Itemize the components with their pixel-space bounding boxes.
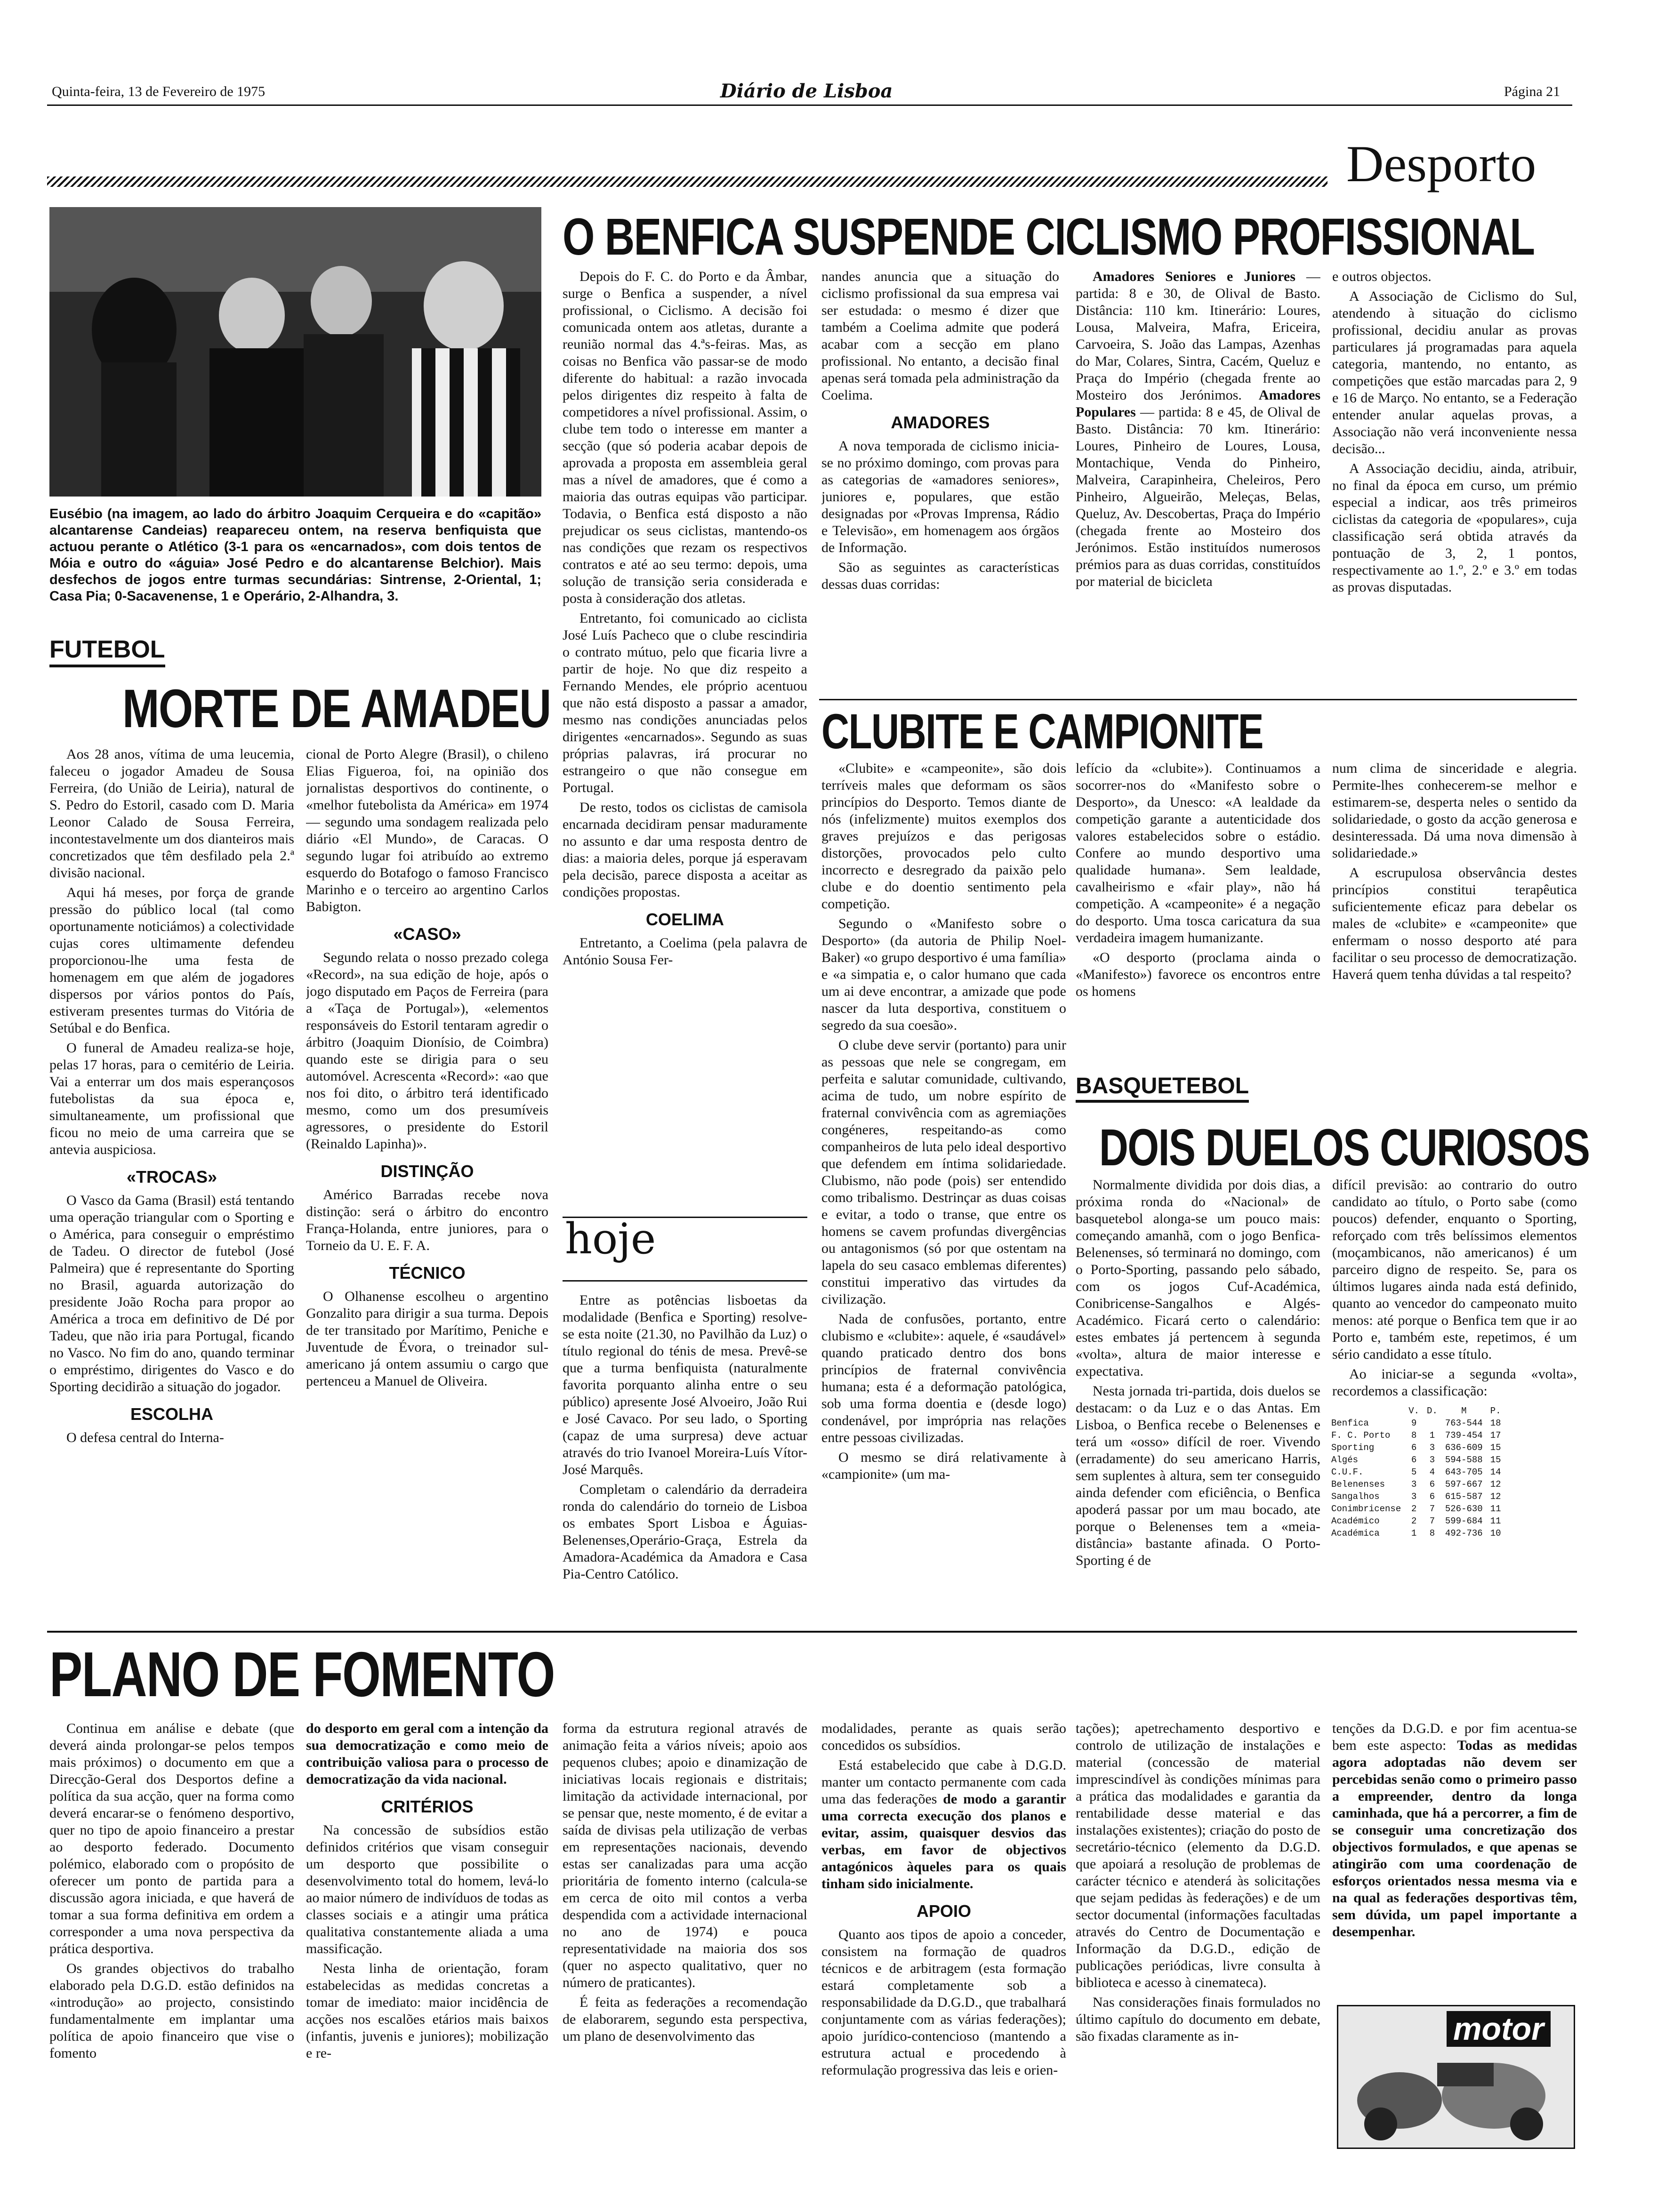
table-cell: 526-630 xyxy=(1445,1504,1483,1514)
clubite-col3-p1: num clima de sinceridade e alegria. Permite-lhes conhecerem-se melhor e estimarem-se, desperta neles o sentido da solidariedade, o gosto da acção generosa e desinteressada. Dá uma nova dimensão à solidariedade.» xyxy=(1332,761,1577,861)
hoje-p1: Entre as potências lisboetas da modalidade (Benfica e Sporting) resolve-se esta noite (21.30, no Pavilhão da Luz) o título regional do ténis de mesa. Prevê-se que a turma benfiquista (naturalmente favorita porquanto alinha entre o seu público) apresente José Alvoeiro, João Rui e José Cavaco. Por seu lado, o Sporting (capaz de uma surpresa) deve actuar através do trio Ivanoel Moreira-Luís Vítor-José Marquês. xyxy=(563,1292,807,1477)
amadores-subhead: AMADORES xyxy=(891,413,990,432)
benfica-col4-p1: e outros objectos. xyxy=(1332,269,1432,284)
fomento-rule xyxy=(47,1631,1577,1633)
table-row xyxy=(1327,1429,1505,1442)
table-header-row xyxy=(1327,1405,1505,1417)
seniores-text: — partida: 8 e 30, de Olival de Basto. Distância: 110 km. Itinerário: Loures, Lousa, Malveira, Mafra, Ericeira, Carvoeira, S. João das Lampas, Azenhas do Mar, Colares, Sintra, Cacém, Queluz e Praça do Império (chegada frente ao Mosteiro dos Jerónimos. xyxy=(1076,269,1320,403)
table-cell: 3 xyxy=(1429,1443,1435,1453)
fomento-col-2 xyxy=(306,1720,548,2196)
clubite-col-3 xyxy=(1332,760,1577,1090)
table-cell: Sangalhos xyxy=(1331,1491,1380,1502)
benfica-col-1 xyxy=(563,268,807,1127)
table-cell: 10 xyxy=(1490,1528,1501,1539)
coelima-subhead: COELIMA xyxy=(646,910,724,929)
criterios-p1: Na concessão de subsídios estão definidos critérios que visam conseguir um desporto que possibilite o desenvolvimento total do homem, levá-lo ao maior número de indivíduos de todas as classes sociais e a atingir uma prática qualitativa constantemente aliada a uma massificação. xyxy=(306,1822,548,1956)
amadeu-col-2 xyxy=(306,746,548,1624)
table-cell: 17 xyxy=(1490,1430,1501,1441)
fomento-col2-bold: do desporto em geral com a intenção da sua democratização e como meio de contribuição valiosa para o processo de democratização da vida nacional. xyxy=(306,1721,548,1787)
photo-caption: Eusébio (na imagem, ao lado do árbitro Joaquim Cerqueira e do «capitão» alcantarense Candeias) reapareceu ontem, na reserva benfiquista que actuou perante o Atlético (3-1 para os «encarnados», com dois tentos de Móia e outro do «águia» José Pedro e do alcantarense Belchior). Mais desfechos de jogos entre turmas secundárias: Sintrense, 2-Oriental, 1; Casa Pia; 0-Sacavenense, 1 e Operário, 2-Alhandra, 3. xyxy=(49,506,541,604)
caso-subhead: «CASO» xyxy=(393,924,461,944)
fomento-col6-bold: Todas as medidas agora adoptadas não devem ser percebidas senão como o primeiro passo a empreender, dentro da longa caminhada, que há a percorrer, a fim de se conseguir uma concretização dos objectivos formulados, e que apenas se atingirão com uma coordenação de esforços orientados nessa mesma via e na qual as federações desportivas têm, sem dúvida, um papel importante a desempenhar. xyxy=(1332,1738,1577,1940)
table-cell: Algés xyxy=(1331,1455,1359,1465)
table-cell: 8 xyxy=(1429,1528,1435,1539)
table-cell: 3 xyxy=(1411,1491,1417,1502)
hoje-rule-bottom xyxy=(563,1280,807,1282)
amadores-p2: São as seguintes as características dessas duas corridas: xyxy=(821,560,1059,592)
masthead: Diário de Lisboa xyxy=(720,80,893,102)
table-cell: 15 xyxy=(1490,1443,1501,1453)
clubite-p3: O clube deve servir (portanto) para unir as pessoas que nele se congregam, em perfeita e salutar comunidade, cultivando, acima de tudo, um nobre espírito de fraternal convivência com as agremiações congéneres, respeitando-as como companheiros de luta pelo ideal desportivo que defendem em íntima solidariedade. Clubismo, não pode (pois) ser entendido como tribalismo. Destrinçar as duas coisas e evitar, a todo o transe, que entre os homens se cavem profundas divergências ou antagonismos (só por que ostentam na lapela do seu casaco emblemas diferentes) constitui imperativo das virtudes da civilização. xyxy=(821,1037,1066,1307)
amadeu-p1: Aos 28 anos, vítima de uma leucemia, faleceu o jogador Amadeu de Sousa Ferreira, (do União de Leiria), natural de S. Pedro do Estoril, casado com D. Maria Leonor Calado de Sousa Ferreira, incontestavelmente um dos dianteiros mais concretizados que têm desfilado pela 2.ª divisão nacional. xyxy=(49,746,294,881)
clubite-p5: O mesmo se dirá relativamente à «campionite» (um ma- xyxy=(821,1450,1066,1482)
table-cell: Académico xyxy=(1331,1516,1380,1526)
fomento-p2: Os grandes objectivos do trabalho elaborado pela D.G.D. estão definidos na «introdução» ao projecto, consistindo fundamentalmente em implantar uma política de apoio financeiro que vise o fomento xyxy=(49,1961,294,2061)
standings-table xyxy=(1327,1405,1505,1539)
table-cell: 11 xyxy=(1490,1516,1501,1526)
clubite-col2-p2: «O desporto (proclama ainda o «Manifesto») favorece os encontros entre os homens xyxy=(1076,950,1320,999)
table-cell: 594-588 xyxy=(1445,1455,1483,1465)
table-cell: 6 xyxy=(1411,1443,1417,1453)
duelos-headline: DOIS DUELOS CURIOSOS xyxy=(1099,1119,1590,1177)
table-cell: 615-587 xyxy=(1445,1491,1483,1502)
table-cell: 18 xyxy=(1490,1418,1501,1428)
table-cell: 5 xyxy=(1411,1467,1417,1477)
table-cell: 12 xyxy=(1490,1491,1501,1502)
table-header-cell: P. xyxy=(1490,1406,1501,1416)
criterios-p2: Nesta linha de orientação, foram estabelecidas as medidas concretas a tomar de imediato: maior incidência de acções nos escalões etários mais baixos (infantis, juvenis e juniores); mobilização e re- xyxy=(306,1961,548,2061)
table-row xyxy=(1327,1527,1505,1539)
fomento-col4-p2: Está estabelecido que cabe à D.G.D. manter um contacto permanente com cada uma das federações xyxy=(821,1757,1066,1807)
table-cell: Belenenses xyxy=(1331,1479,1385,1490)
table-cell: Conimbricense xyxy=(1331,1504,1401,1514)
distincao-subhead: DISTINÇÃO xyxy=(380,1162,474,1181)
table-cell: 597-667 xyxy=(1445,1479,1483,1490)
table-cell: Benfica xyxy=(1331,1418,1369,1428)
clubite-rule xyxy=(819,699,1577,700)
page-number: Página 21 xyxy=(1504,84,1560,99)
amadeu-col-1 xyxy=(49,746,294,1624)
fomento-col3-p1: forma da estrutura regional através de animação feita a vários níveis; apoio aos pequenos clubes; apoio e dinamização de iniciativas locais regionais e distritais; limitação da actividade internacional, por se pensar que, neste momento, é de evitar a saída de divisas pela utilização de verbas em representações nacionais, devendo estas ser canalizadas para uma acção prioritária de fomento interno (calcula-se em cerca de oito mil contos a verba despendida com a actividade internacional no ano de 1974) e pouca representatividade na maioria dos sos (quer no aspecto qualitativo, quer no número de praticantes). xyxy=(563,1721,807,1990)
benfica-p1: Depois do F. C. do Porto e da Âmbar, surge o Benfica a suspender, a nível profissional, o Ciclismo. A decisão foi comunicada ontem aos atletas, durante a reunião normal das 4.ªs-feiras. Mas, as coisas no Benfica vão passar-se de modo diferente do habitual: a razão invocada pelos dirigentes diz respeito à falta de competidores a nível profissional. Assim, o clube tem todo o interesse em manter a secção (que só poderia acabar depois de aprovada a proposta em assembleia geral mas a nível de amadores, que é como a maioria das outras equipas vão participar. Todavia, o Benfica está disposto a não prejudicar os seus ciclistas, mantendo-os nas condições que rezam os respectivos contratos e até ao seu termo: depois, uma solução de transição seria considerada e posta à consideração dos atletas. xyxy=(563,269,807,606)
table-header-cell: D. xyxy=(1427,1406,1438,1416)
duelos-col2-p2: Ao iniciar-se a segunda «volta», recordemos a classificação: xyxy=(1332,1366,1577,1398)
table-cell: 4 xyxy=(1429,1467,1435,1477)
motor-ad xyxy=(1337,2005,1575,2149)
amadores-p1: A nova temporada de ciclismo inicia-se no próximo domingo, com provas para as categorias de «amadores seniores», juniores e, populares, que estão designadas por «Provas Imprensa, Rádio e Televisão», em homenagem aos órgãos de Informação. xyxy=(821,438,1059,555)
futebol-kicker: FUTEBOL xyxy=(49,635,165,667)
amadeu-p2: Aqui há meses, por força de grande pressão do público local (tal como oportunamente noticiámos) a colectividade cujas cores ultimamente defendeu proporcionou-lhe uma festa de homenagem em que além de jogadores dispersos por vários pontos do País, estiveram presentes turmas do Vitória de Setúbal e do Benfica. xyxy=(49,885,294,1036)
table-cell: 1 xyxy=(1411,1528,1417,1539)
duelos-col-1 xyxy=(1076,1177,1320,1624)
table-cell: Académica xyxy=(1331,1528,1380,1539)
fomento-headline: PLANO DE FOMENTO xyxy=(49,1639,555,1710)
table-cell: 763-544 xyxy=(1445,1418,1483,1428)
trocas-p: O Vasco da Gama (Brasil) está tentando uma operação triangular com o Sporting e o América, para conseguir o empréstimo de Tadeu. O director de futebol (José Palmeira) que é representante do Sporting no Brasil, aguarda autorização do presidente João Rocha para propor ao América a troca em definitivo de Dé por Tadeu, que não iria para Portugal, ficando no Vasco. No fim do ano, quando terminar o empréstimo, dirigentes do Vasco e do Sporting decidirão a situação do jogador. xyxy=(49,1193,294,1395)
table-cell: C.U.F. xyxy=(1331,1467,1364,1477)
benfica-headline: O BENFICA SUSPENDE CICLISMO PROFISSIONAL xyxy=(563,208,1535,266)
benfica-p2: Entretanto, foi comunicado ao ciclista José Luís Pacheco que o clube rescindiria o contrato mútuo, pelo que ficaria livre a partir de hoje. No que diz respeito a Fernando Mendes, ele próprio acentuou que não está disposto a passar a amador, mesmo nas condições anunciadas pelos dirigentes «encarnados». Segundo as suas próprias palavras, irá procurar no estrangeiro o que não consegue em Portugal. xyxy=(563,610,807,795)
table-row xyxy=(1327,1503,1505,1515)
table-header-cell xyxy=(1327,1405,1405,1417)
fomento-col5-p2: Nas considerações finais formulados no último capítulo do documento em debate, são fixadas claramente as in- xyxy=(1076,1995,1320,2044)
amadeu-headline: MORTE DE AMADEU xyxy=(122,679,551,739)
table-cell: 6 xyxy=(1429,1479,1435,1490)
amadeu-p3: O funeral de Amadeu realiza-se hoje, pelas 17 horas, para o cemitério de Leiria. Vai a enterrar um dos mais esperançosos futebolistas da sua época e, simultaneamente, um profissional que ficou no meio de uma carreira que se antevia auspiciosa. xyxy=(49,1040,294,1157)
benfica-col4-p2: A Associação de Ciclismo do Sul, atendendo à situação do ciclismo profissional, decidiu anular as provas particulares já programadas para aquela categoria, mantendo, no entanto, as competições que estão marcadas para 2, 9 e 16 de Março. No entanto, se a Federação entender anular aquelas provas, a Associação não verá inconveniente nessa decisão... xyxy=(1332,289,1577,457)
hoje-text xyxy=(563,1292,807,1621)
motor-ad-label: motor xyxy=(1447,2011,1551,2047)
table-cell: 14 xyxy=(1490,1467,1501,1477)
section-title: Desporto xyxy=(1346,135,1536,192)
clubite-p2: Segundo o «Manifesto sobre o Desporto» (da autoria de Philip Noel-Baker) «o grupo desportivo é uma família» e «a simpatia e, o calor humano que cada um ai deve encontrar, a amizade que pode nascer da luta desportiva, constituem o segredo da sua coesão». xyxy=(821,916,1066,1033)
fomento-col5-p1: tações); apetrechamento desportivo e controlo de utilização de instalações e material (concessão de material imprescindível às condições mínimas para a prática das modalidades e garantia da rentabilidade desse material e das instalações existentes); criação do posto de secretário-técnico (elemento da D.G.D. que apoiará a resolução de problemas de carácter técnico e atenderá às solicitações que sejam pedidas às federações) e de um sector documental (informações facultadas através do Centro de Documentação e Informação da D.G.D., edição de publicações periódicas, livre consulta à biblioteca e acesso à cinemateca). xyxy=(1076,1721,1320,1990)
hoje-p2: Completam o calendário da derradeira ronda do calendário do torneio de Lisboa os embates Sport Lisboa e Águias-Belenenses,Operário-Graça, Estrela da Amadora-Académica da Amadora e Casa Pia-Centro Católico. xyxy=(563,1482,807,1582)
table-cell: Sporting xyxy=(1331,1443,1375,1453)
fomento-p1: Continua em análise e debate (que deverá ainda prolongar-se pelos tempos mais próximos) o documento em que a Direcção-Geral dos Desportos define a política da sua acção, quer na forma como deverá encarar-se o fenómeno desportivo, quer no tipo de apoio financeiro a prestar ao desporto federado. Documento polémico, elaborado com o propósito de oferecer um ponto de partida para a discussão agora iniciada, e que haverá de tomar a sua forma definitiva em ordem a corresponder a uma nova perspectiva da prática desportiva. xyxy=(49,1721,294,1956)
amadeu-col2-p1: cional de Porto Alegre (Brasil), o chileno Elias Figueroa, foi, na opinião dos jornalistas desportivos do continente, o «melhor futebolista da América» em 1974 — segundo uma sondagem realizada pelo diário «El Mundo», de Caracas. O segundo lugar foi atribuído ao extremo esquerdo do Botafogo o famoso Francisco Marinho e o terceiro ao argentino Carlos Babigton. xyxy=(306,746,548,914)
table-cell: 7 xyxy=(1429,1516,1435,1526)
tecnico-subhead: TÉCNICO xyxy=(389,1263,466,1282)
table-cell: 2 xyxy=(1411,1504,1417,1514)
clubite-col-2 xyxy=(1076,760,1320,1090)
fomento-col6-p1: tenções da D.G.D. e por fim acentua-se bem este aspecto: xyxy=(1332,1721,1577,1753)
header-rule xyxy=(47,104,1572,106)
duelos-p2: Nesta jornada tri-partida, dois duelos se destacam: o da Luz e o das Antas. Em Lisboa, o Benfica recebe o Belenenses e terá um «osso» difícil de roer. Vivendo (erradamente) do seu americano Harris, sem suplentes à altura, sem ter conseguido ainda defender com eficiência, o Benfica apoderá passar por um mau bocado, ate porque o Belenenses tem a «meia-distância» bastante afinada. O Porto-Sporting é de xyxy=(1076,1383,1320,1568)
table-cell: 8 xyxy=(1411,1430,1417,1441)
table-cell: 12 xyxy=(1490,1479,1501,1490)
fomento-col4-p1: modalidades, perante as quais serão concedidos os subsídios. xyxy=(821,1721,1066,1753)
fomento-col-5 xyxy=(1076,1720,1320,2196)
table-cell: 492-736 xyxy=(1445,1528,1483,1539)
apoio-p: Quanto aos tipos de apoio a conceder, consistem na formação de quadros técnicos e de arbitragem (esta formação estará completamente sob a responsabilidade da D.G.D., que trabalhará conjuntamente com as várias federações); apoio jurídico-contencioso (mantendo a estrutura actual e procedendo à reformulação progressiva das leis e orien- xyxy=(821,1927,1066,2078)
caso-p: Segundo relata o nosso prezado colega «Record», na sua edição de hoje, após o jogo disputado em Paços de Ferreira (para a «Taça de Portugal»), «elementos responsáveis do Estoril tentaram agredir o árbitro (Joaquim Dionísio, de Coimbra) quando este se dirigia para o seu automóvel. Acrescenta «Record»: «ao que nos foi dito, o árbitro terá identificado mesmo, como um dos presumíveis agressores, o presidente do Estoril (Reinaldo Lapinha)». xyxy=(306,950,548,1152)
duelos-p1: Normalmente dividida por dois dias, a próxima ronda do «Nacional» de basquetebol alonga-se um pouco mais: começando amanhã, com o jogo Benfica-Belenenses, só terminará no domingo, com o Porto-Sporting, passando pelo sábado, com os jogos Cuf-Académica, Conibricense-Sangalhos e Algés-Académico. Ficará certo o calendário: estes embates já pertencem à segunda «volta», altura de maior interesse e expectativa. xyxy=(1076,1177,1320,1379)
escolha-p: O defesa central do Interna- xyxy=(66,1430,224,1445)
seniores-label: Amadores Seniores e Juniores xyxy=(1093,269,1295,284)
clubite-headline: CLUBITE E CAMPIONITE xyxy=(821,704,1263,759)
clubite-col-1 xyxy=(821,760,1066,1624)
table-row xyxy=(1327,1442,1505,1454)
hoje-label: hoje xyxy=(565,1214,656,1264)
table-cell: 636-609 xyxy=(1445,1443,1483,1453)
fomento-col-1 xyxy=(49,1720,294,2196)
basquetebol-kicker: BASQUETEBOL xyxy=(1076,1073,1249,1103)
hatch-band xyxy=(47,176,1327,187)
escolha-subhead: ESCOLHA xyxy=(130,1404,213,1424)
fomento-col-6 xyxy=(1332,1720,1577,1984)
table-cell: 599-684 xyxy=(1445,1516,1483,1526)
table-cell: 1 xyxy=(1429,1430,1435,1441)
clubite-col2-p1: lefício da «clubite»). Continuamos a socorrer-nos do «Manifesto sobre o Desporto», da Unesco: «A lealdade da competição garante a autenticidade dos valores estabelecidos sobre o estádio. Confere ao mundo desportivo uma qualidade humana». Sem lealdade, cavalheirismo e «fair play», não há competição. A «campeonite» é a negação do desporto. Uma tosca caricatura da sua verdadeira imagem humanizante. xyxy=(1076,761,1320,946)
populares-label: Amadores Populares xyxy=(1076,387,1320,420)
benfica-col-2 xyxy=(821,268,1059,682)
classification-table xyxy=(1327,1405,1577,1539)
table-cell: 3 xyxy=(1411,1479,1417,1490)
table-cell: 2 xyxy=(1411,1516,1417,1526)
benfica-p3: De resto, todos os ciclistas de camisola encarnada decidiram pensar maduramente no assunto e dar uma resposta dentro de dias: a maioria deles, porque já esperavam pela decisão, parece disposta a aceitar as condições propostas. xyxy=(563,800,807,900)
table-cell: 3 xyxy=(1429,1455,1435,1465)
table-cell: 9 xyxy=(1411,1418,1417,1428)
duelos-col2-p1: difícil previsão: ao contrario do outro candidato ao título, o Porto sabe (como poucos) defender, enquanto o Sporting, reforçado com três belíssimos elementos (moçambicanos, não americanos) é um parceiro digno de respeito. Se, para os últimos lugares ainda nada está definido, quanto ao vencedor do campeonato muito menos: até porque o Benfica tem que ir ao Porto e, também este, repetimos, é um sério candidato a esse título. xyxy=(1332,1177,1577,1362)
fomento-col3-p2: É feita as federações a recomendação de elaborarem, segundo esta perspectiva, um plano de desenvolvimento das xyxy=(563,1995,807,2044)
table-row xyxy=(1327,1478,1505,1491)
fomento-col-4 xyxy=(821,1720,1066,2196)
eusebio-photo xyxy=(49,207,541,497)
trocas-subhead: «TROCAS» xyxy=(126,1167,217,1186)
table-cell: 6 xyxy=(1411,1455,1417,1465)
benfica-col4-p3: A Associação decidiu, ainda, atribuir, no final da época em curso, um prémio especial a indicar, aos três primeiros ciclistas da categoria de «populares», cuja classificação será obtida através da pontuação de 3, 2, 1 pontos, respectivamente ao 1.º, 2.º e 3.º em todas as provas disputadas. xyxy=(1332,461,1577,595)
fomento-col4-bold: de modo a garantir uma correcta execução dos planos e evitar, assim, quaisquer desvios das verbas, em favor de objectivos antagónicos àqueles para os quais tinham sido inicialmente. xyxy=(821,1791,1066,1891)
clubite-col3-p2: A escrupulosa observância destes princípios constitui terapêutica suficientemente eficaz para debelar os males de «clubite» e «campeonite» que enfermam o nosso desporto até para facilitar o seu processo de democratização. Haverá quem tenha dúvidas a tal respeito? xyxy=(1332,865,1577,982)
table-row xyxy=(1327,1491,1505,1503)
fomento-col-3 xyxy=(563,1720,807,2196)
header-date: Quinta-feira, 13 de Fevereiro de 1975 xyxy=(52,84,265,99)
clubite-p1: «Clubite» e «campeonite», são dois terríveis males que deformam os sãos princípios do Desporto. Temos diante de nós (infelizmente) muitos exemplos dos graves prejuízos e das perigosas distorções, provocados pelo culto incorrecto e desregrado da paixão pelo clube e do doentio sentimento pela competição. xyxy=(821,761,1066,912)
table-header-cell: V. xyxy=(1408,1406,1420,1416)
populares-text: — partida: 8 e 45, de Olival de Basto. Distância: 70 km. Itinerário: Loures, Pinheiro de Loures, Lousa, Montachique, Venda do Pinheiro, Malveira, Carapinheira, Cheleiros, Pero Pinheiro, Algueirão, Meleças, Belas, Queluz, Av. Descobertas, Praça do Império (chegada frente ao Mosteiro dos Jerónimos. Estão instituídos numerosos prémios para as duas corridas, constituídos por material de bicicleta xyxy=(1076,404,1320,589)
table-cell: 739-454 xyxy=(1445,1430,1483,1441)
table-cell: 7 xyxy=(1429,1504,1435,1514)
tecnico-p: O Olhanense escolheu o argentino Gonzalito para dirigir a sua turma. Depois de ter transitado por Marítimo, Peniche e Juventude de Évora, o treinador sul-americano já ontem assumiu o cargo que pertenceu a Manuel de Oliveira. xyxy=(306,1289,548,1389)
table-cell: F. C. Porto xyxy=(1331,1430,1391,1441)
apoio-subhead: APOIO xyxy=(916,1901,971,1921)
table-row xyxy=(1327,1466,1505,1478)
table-cell: 11 xyxy=(1490,1504,1501,1514)
distincao-p: Américo Barradas recebe nova distinção: será o árbitro do encontro França-Holanda, entre juniores, para o Torneio da U. E. F. A. xyxy=(306,1187,548,1253)
table-row xyxy=(1327,1417,1505,1429)
table-cell: 6 xyxy=(1429,1491,1435,1502)
table-row xyxy=(1327,1515,1505,1527)
clubite-p4: Nada de confusões, portanto, entre clubismo e «clubite»: aquele, é «saudável» quando praticado dentro dos bons princípios de fraternal convivência humana; esta é a deformação patológica, sob uma forma doentia e (desde logo) condenável, por imprópria nas relações entre pessoas civilizadas. xyxy=(821,1311,1066,1445)
table-cell xyxy=(1423,1417,1441,1429)
criterios-subhead: CRITÉRIOS xyxy=(381,1797,474,1816)
table-cell: 15 xyxy=(1490,1455,1501,1465)
benfica-col-3 xyxy=(1076,268,1320,682)
benfica-col-4 xyxy=(1332,268,1577,682)
coelima-p: Entretanto, a Coelima (pela palavra de António Sousa Fer- xyxy=(563,935,807,968)
table-row xyxy=(1327,1454,1505,1466)
table-cell: 643-705 xyxy=(1445,1467,1483,1477)
table-header-cell: M xyxy=(1461,1406,1467,1416)
duelos-col-2 xyxy=(1332,1177,1577,1398)
benfica-col2-p1: nandes anuncia que a situação do ciclismo profissional da sua empresa vai ser estudada: o mesmo é dizer que também a Coelima admite que poderá acabar com a secção em plano profissional. No entanto, a decisão final apenas será tomada pela administração da Coelima. xyxy=(821,269,1059,403)
